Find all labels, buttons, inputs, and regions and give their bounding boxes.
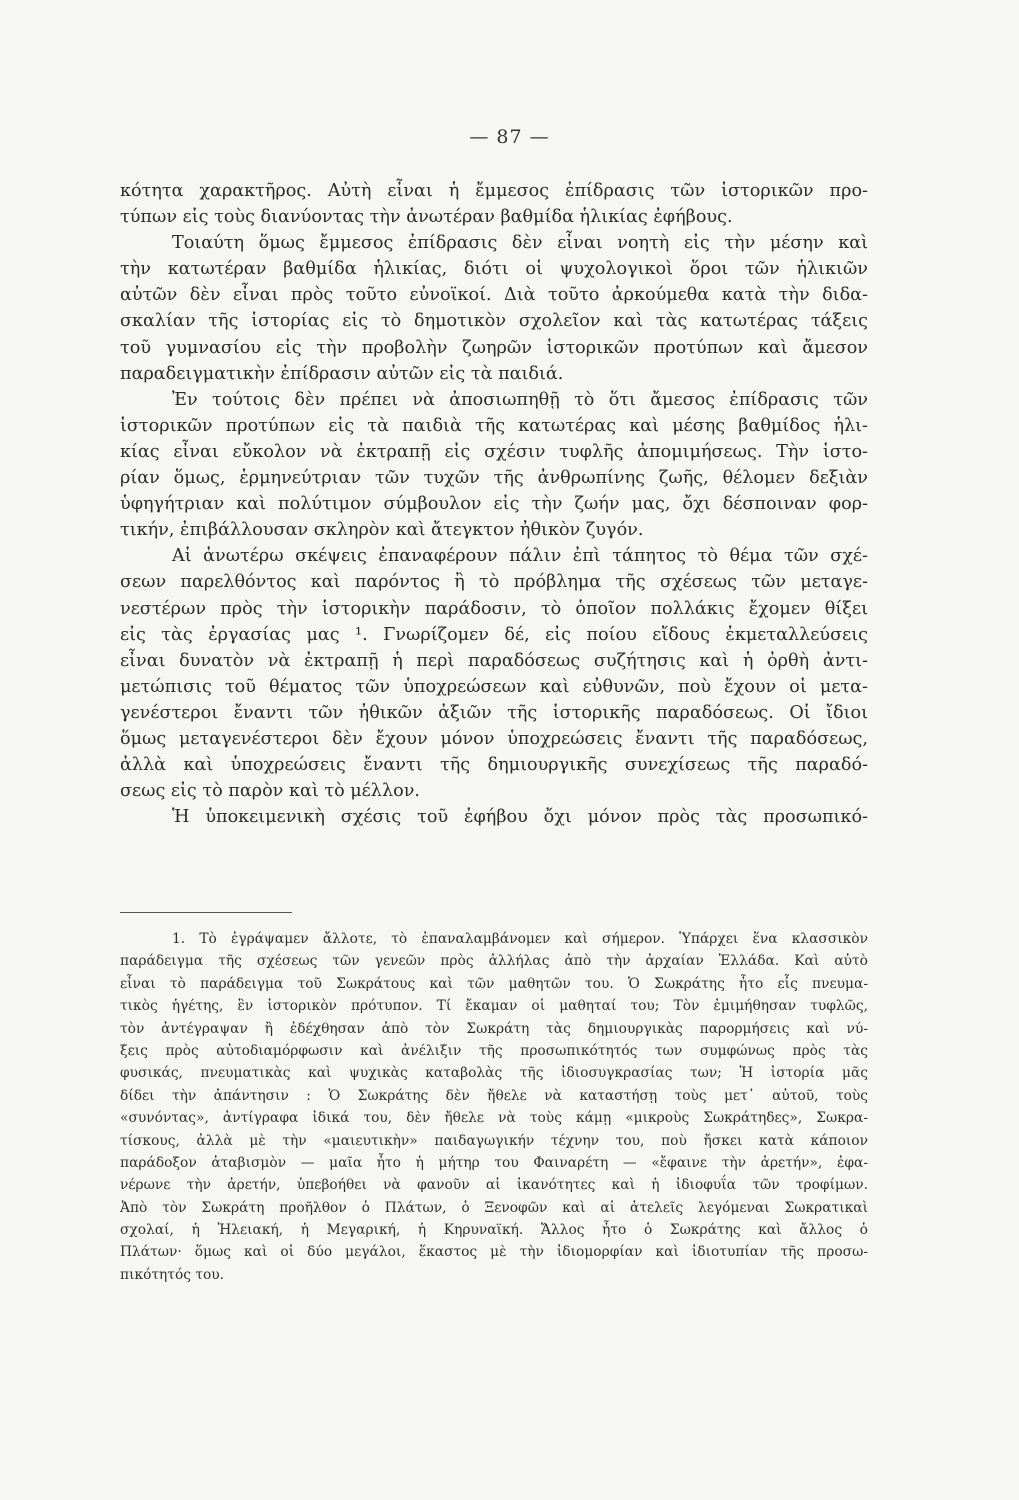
text-line: ὅμως μεταγενέστεροι δὲν ἔχουν μόνον ὑποχρεώσεις ἔναντι τῆς παραδόσεως, [120, 728, 868, 749]
text-line: σεως εἰς τὸ παρὸν καὶ τὸ μέλλον. [120, 781, 420, 802]
footnote-divider [120, 912, 292, 913]
text-line: εἶναι δυνατὸν νὰ ἐκτραπῇ ἡ περὶ παραδόσεως συζήτησις καὶ ἡ ὀρθὴ ἀντι- [120, 650, 868, 671]
text-line: αὐτῶν δὲν εἶναι πρὸς τοῦτο εὐνοϊκοί. Διὰ τοῦτο ἀρκούμεθα κατὰ τὴν διδα- [120, 285, 868, 306]
text-line: τικήν, ἐπιβάλλουσαν σκληρὸν καὶ ἄτεγκτον ἠθικὸν ζυγόν. [120, 520, 644, 541]
footnote-line: σχολαί, ἡ Ἠλειακή, ἡ Μεγαρική, ἡ Κηρυναϊκή. Ἄλλος ἦτο ὁ Σωκράτης καὶ ἄλλος ὁ [120, 1222, 868, 1239]
text-line: Αἱ ἀνωτέρω σκέψεις ἐπαναφέρουν πάλιν ἐπὶ τάπητος τὸ θέμα τῶν σχέ- [172, 546, 868, 567]
text-line: τὴν κατωτέραν βαθμίδα ἡλικίας, διότι οἱ ψυχολογικοὶ ὅροι τῶν ἡλικιῶν [120, 259, 868, 280]
footnote-line: παράδειγμα τῆς σχέσεως τῶν γενεῶν πρὸς ἀλλήλας ἀπὸ τὴν ἀρχαίαν Ἑλλάδα. Καὶ αὐτὸ [120, 953, 868, 970]
text-line: τύπων εἰς τοὺς διανύοντας τὴν ἀνωτέραν βαθμίδα ἡλικίας ἐφήβους. [120, 207, 733, 228]
text-line: παραδειγματικὴν ἐπίδρασιν αὐτῶν εἰς τὰ παιδιά. [120, 363, 564, 384]
footnote-line: παράδοξον ἀταβισμὸν — μαῖα ἦτο ἡ μήτηρ του Φαιναρέτη — «ἔφαινε τὴν ἀρετήν», ἐφα- [120, 1154, 868, 1171]
text-line: ἱστορικῶν προτύπων εἰς τὰ παιδιὰ τῆς κατωτέρας καὶ μέσης βαθμίδος ἡλι- [120, 415, 868, 436]
footnote-line: 1. Τὸ ἐγράψαμεν ἄλλοτε, τὸ ἐπαναλαμβάνομεν καὶ σήμερον. Ὑπάρχει ἕνα κλασσικὸν [172, 931, 868, 947]
footnote-line: τὸν ἀντέγραψαν ἢ ἐδέχθησαν ἀπὸ τὸν Σωκράτη τὰς δημιουργικὰς παρορμήσεις καὶ νύ- [120, 1020, 868, 1037]
footnote-line: τίσκους, ἀλλὰ μὲ τὴν «μαιευτικὴν» παιδαγωγικήν τέχνην του, ποὺ ἤσκει κατὰ κάποιον [120, 1132, 868, 1149]
text-line: μετώπισις τοῦ θέματος τῶν ὑποχρεώσεων καὶ εὐθυνῶν, ποὺ ἔχουν οἱ μετα- [120, 676, 868, 697]
page-number: — 87 — [469, 126, 550, 148]
footnote-line: εἶναι τὸ παράδειγμα τοῦ Σωκράτους καὶ τῶν μαθητῶν του. Ὁ Σωκράτης ἦτο εἷς πνευμα- [120, 975, 868, 992]
footnote-line: Πλάτων· ὅμως καὶ οἱ δύο μεγάλοι, ἕκαστος μὲ τὴν ἰδιομορφίαν καὶ ἰδιοτυπίαν τῆς προσω- [120, 1244, 868, 1261]
main-text [120, 178, 868, 830]
footnotes [120, 928, 868, 1286]
text-line: Ἡ ὑποκειμενικὴ σχέσις τοῦ ἐφήβου ὄχι μόνον πρὸς τὰς προσωπικό- [172, 807, 868, 828]
text-line: τοῦ γυμνασίου εἰς τὴν προβολὴν ζωηρῶν ἱστορικῶν προτύπων καὶ ἄμεσον [120, 337, 868, 358]
text-line: ὑφηγήτριαν καὶ πολύτιμον σύμβουλον εἰς τὴν ζωήν μας, ὄχι δέσποιναν φορ- [120, 494, 868, 515]
text-line: σκαλίαν τῆς ἱστορίας εἰς τὸ δημοτικὸν σχολεῖον καὶ τὰς κατωτέρας τάξεις [120, 311, 868, 332]
footnote-line: ξεις πρὸς αὐτοδιαμόρφωσιν καὶ ἀνέλιξιν τῆς προσωπικότητός των συμφώνως πρὸς τὰς [120, 1042, 868, 1059]
text-line: κίας εἶναι εὔκολον νὰ ἐκτραπῇ εἰς σχέσιν τυφλῆς ἀπομιμήσεως. Τὴν ἱστο- [120, 441, 868, 462]
text-line: ἀλλὰ καὶ ὑποχρεώσεις ἔναντι τῆς δημιουργικῆς συνεχίσεως τῆς παραδό- [120, 755, 868, 776]
footnote-line: πικότητός του. [120, 1266, 225, 1283]
footnote-line: νέρωνε τὴν ἀρετήν, ὑπεβοήθει νὰ φανοῦν αἱ ἱκανότητες καὶ ἡ ἰδιοφυΐα τῶν τροφίμων. [120, 1177, 868, 1194]
footnote-line: δίδει τὴν ἀπάντησιν : Ὁ Σωκράτης δὲν ἤθελε νὰ καταστήσῃ τοὺς μετ᾽ αὐτοῦ, τοὺς [120, 1087, 868, 1104]
text-line: σεων παρελθόντος καὶ παρόντος ἢ τὸ πρόβλημα τῆς σχέσεως τῶν μεταγε- [120, 572, 868, 593]
text-line: κότητα χαρακτῆρος. Αὐτὴ εἶναι ἡ ἔμμεσος ἐπίδρασις τῶν ἱστορικῶν προ- [120, 181, 868, 201]
text-line: ρίαν ὅμως, ἑρμηνεύτριαν τῶν τυχῶν τῆς ἀνθρωπίνης ζωῆς, θέλομεν δεξιὰν [120, 468, 868, 489]
text-line: εἰς τὰς ἐργασίας μας ¹. Γνωρίζομεν δέ, εἰς ποίου εἴδους ἐκμεταλλεύσεις [120, 624, 868, 645]
text-line: Ἐν τούτοις δὲν πρέπει νὰ ἀποσιωπηθῇ τὸ ὅτι ἄμεσος ἐπίδρασις τῶν [172, 389, 868, 410]
text-line: Τοιαύτη ὅμως ἔμμεσος ἐπίδρασις δὲν εἶναι νοητὴ εἰς τὴν μέσην καὶ [172, 233, 868, 254]
footnote-line: «συνόντας», ἀντίγραφα ἰδικά του, δὲν ἤθελε νὰ τοὺς κάμῃ «μικροὺς Σωκράτηδες», Σωκρα- [120, 1110, 868, 1127]
footnote-line: φυσικάς, πνευματικὰς καὶ ψυχικὰς καταβολὰς τῆς ἰδιοσυγκρασίας των; Ἡ ἱστορία μᾶς [120, 1065, 868, 1082]
text-line: νεστέρων πρὸς τὴν ἱστορικὴν παράδοσιν, τὸ ὁποῖον πολλάκις ἔχομεν θίξει [120, 598, 868, 619]
footnote-line: Ἀπὸ τὸν Σωκράτη προῆλθον ὁ Πλάτων, ὁ Ξενοφῶν καὶ αἱ ἀτελεῖς λεγόμεναι Σωκρατικαὶ [120, 1199, 868, 1216]
footnote-line: τικὸς ἡγέτης, ἓν ἱστορικὸν πρότυπον. Τί ἔκαμαν οἱ μαθηταί του; Τὸν ἐμιμήθησαν τυφλῶς, [120, 998, 868, 1015]
text-line: γενέστεροι ἔναντι τῶν ἠθικῶν ἀξιῶν τῆς ἱστορικῆς παραδόσεως. Οἱ ἴδιοι [120, 702, 868, 723]
